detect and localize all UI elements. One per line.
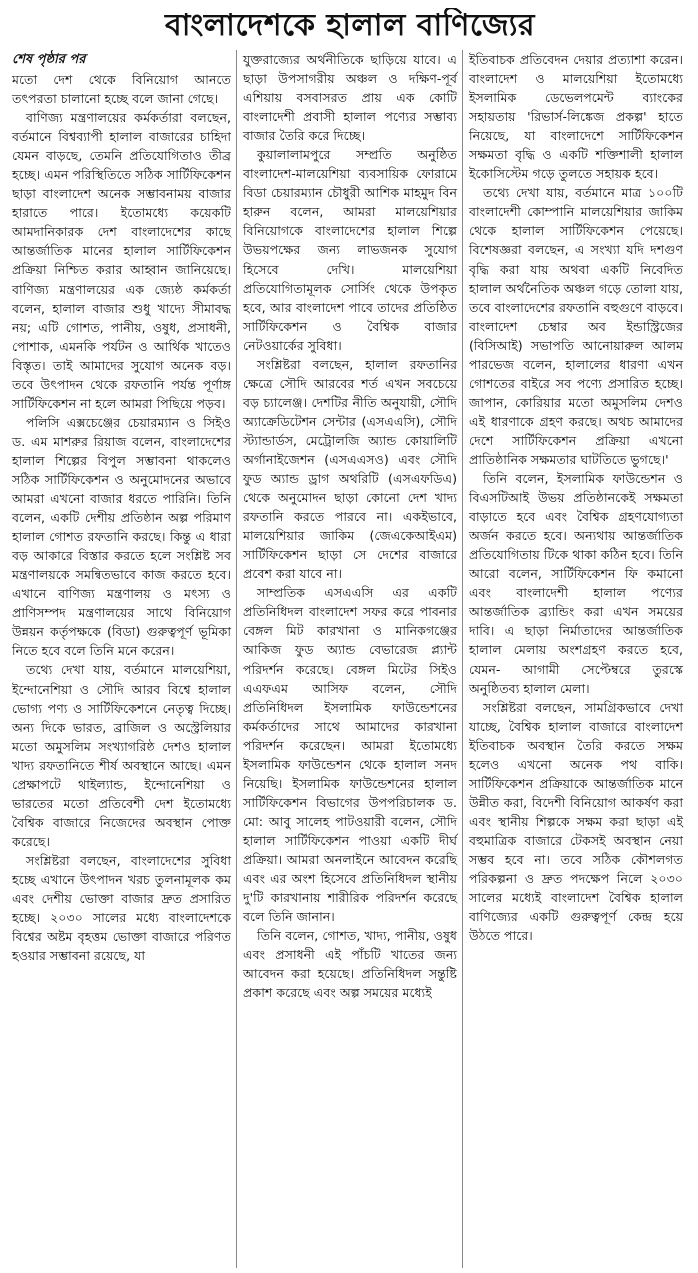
- paragraph: তথ্যে দেখা যায়, বর্তমানে মাত্র ১০০টি বাংলাদেশী কোম্পানি মালয়েশিয়ার জাকিম থেকে হালাল সার্টিফিকেশন পেয়েছে। বিশেষজ্ঞরা বলছেন, এ সংখ্যা যদি দশগুণ বৃদ্ধি করা যায় অথবা একটি নিবেদিত হালাল অর্থনৈতিক অঞ্চল গড়ে তোলা যায়, তবে বাংলাদেশের রফতানি বহুগুণে বাড়বে। বাংলাদেশ চেম্বার অব ইন্ডাস্ট্রিজের (বিসিআই) সভাপতি আনোয়ারুল আলম পারভেজ বলেন, হালালের ধারণা এখন গোশতের বাইরে সব পণ্যে প্রসারিত হচ্ছে। জাপান, কোরিয়ার মতো অমুসলিম দেশও এই ধারণাকে গ্রহণ করছে। অথচ আমাদের দেশে সার্টিফিকেশন প্রক্রিয়া এখনো প্রাতিষ্ঠানিক সক্ষমতার ঘাটতিতে ভুগছে।': [469, 185, 683, 467]
- paragraph: সংশ্লিষ্টরা বলছেন, সামগ্রিকভাবে দেখা যাচ্ছে, বৈশ্বিক হালাল বাজারে বাংলাদেশ ইতিবাচক অবস্থান তৈরি করতে সক্ষম হলেও এখনো অনেক পথ বাকি। সার্টিফিকেশন প্রক্রিয়াকে আন্তর্জাতিক মানে উন্নীত করা, বিদেশী বিনিয়োগ আকর্ষণ করা এবং স্থানীয় শিল্পকে সক্ষম করা ছাড়া এই বহুমাত্রিক বাজারে টেকসই অবস্থান নেয়া সম্ভব হবে না। তবে সঠিক কৌশলগত পরিকল্পনা ও দ্রুত পদক্ষেপ নিলে ২০৩০ সালের মধ্যেই বাংলাদেশ বৈশ্বিক হালাল বাণিজ্যের একটি গুরুত্বপূর্ণ কেন্দ্র হয়ে উঠতে পারে।: [469, 699, 683, 944]
- paragraph: ইতিবাচক প্রতিবেদন দেয়ার প্রত্যাশা করেন। বাংলাদেশ ও মালয়েশিয়া ইতোমধ্যে ইসলামিক ডেভেলপমেন্ট ব্যাংকের সহায়তায় 'রিভার্স-লিঙ্কেজ প্রকল্প' হাতে নিয়েছে, যা বাংলাদেশে সার্টিফিকেশন সক্ষমতা বৃদ্ধি ও একটি শক্তিশালী হালাল ইকোসিস্টেম গড়ে তুলতে সহায়ক হবে।: [469, 52, 683, 182]
- headline: বাংলাদেশকে হালাল বাণিজ্যের: [165, 8, 535, 43]
- column-1: [10, 50, 236, 1268]
- paragraph: তিনি বলেন, গোশত, খাদ্য, পানীয়, ওষুধ এবং প্রসাধনী এই পাঁচটি খাতের জন্য আবেদন করা হয়েছে। প্রতিনিধিদল সন্তুষ্টি প্রকাশ করেছে এবং অল্প সময়ের মধ্যেই: [243, 928, 457, 1001]
- paragraph: সংশ্লিষ্টরা বলছেন, বাংলাদেশের সুবিধা হচ্ছে এখানে উৎপাদন খরচ তুলনামূলক কম এবং দেশীয় ভোক্তা বাজার দ্রুত প্রসারিত হচ্ছে। ২০৩০ সালের মধ্যে বাংলাদেশকে বিশ্বের অষ্টম বৃহত্তম ভোক্তা বাজারে পরিণত হওয়ার সম্ভাবনা রয়েছে, যা: [12, 852, 231, 964]
- paragraph: পলিসি এক্সচেঞ্জের চেয়ারম্যান ও সিইও ড. এম মাশরুর রিয়াজ বলেন, বাংলাদেশের হালাল শিল্পের বিপুল সম্ভাবনা থাকলেও সঠিক সার্টিফিকেশন ও অনুমোদনের অভাবে আমরা এখনো বাজার ধরতে পারিনি। তিনি বলেন, একটি দেশীয় প্রতিষ্ঠান অল্প পরিমাণ হালাল গোশত রফতানি করছে। কিন্তু এ ধারা বড় আকারে বিস্তার করতে হলে সংশ্লিষ্ট সব মন্ত্রণালয়কে সমন্বিতভাবে কাজ করতে হবে। এখানে বাণিজ্য মন্ত্রণালয় ও মৎস্য ও প্রাণিসম্পদ মন্ত্রণালয়ের সাথে বিনিয়োগ উন্নয়ন কর্তৃপক্ষকে (বিডা) গুরুত্বপূর্ণ ভূমিকা নিতে হবে বলে তিনি মনে করেন।: [12, 414, 231, 659]
- paragraph: তথ্যে দেখা যায়, বর্তমানে মালয়েশিয়া, ইন্দোনেশিয়া ও সৌদি আরব বিশ্বে হালাল ভোগ্য পণ্য ও সার্টিফিকেশনে নেতৃত্ব দিচ্ছে। অন্য দিকে ভারত, ব্রাজিল ও অস্ট্রেলিয়ার মতো অমুসলিম সংখ্যাগরিষ্ঠ দেশও হালাল খাদ্য রফতানিতে শীর্ষ অবস্থানে আছে। এমন প্রেক্ষাপটে থাইল্যান্ড, ইন্দোনেশিয়া ও ভারতের মতো প্রতিবেশী দেশ ইতোমধ্যে বৈশ্বিক বাজারে নিজেদের অবস্থান পোক্ত করেছে।: [12, 662, 231, 849]
- paragraph: বাণিজ্য মন্ত্রণালয়ের কর্মকর্তারা বলছেন, বর্তমানে বিশ্বব্যাপী হালাল বাজারের চাহিদা যেমন বাড়ছে, তেমনি প্রতিযোগিতাও তীব্র হচ্ছে। এমন পরিস্থিতিতে সঠিক সার্টিফিকেশন ছাড়া বাংলাদেশ অনেক সম্ভাবনাময় বাজার হারাতে পারে। ইতোমধ্যে কয়েকটি আমদানিকারক দেশ বাংলাদেশের কাছে আন্তর্জাতিক মানের হালাল সার্টিফিকেশন প্রক্রিয়া নিশ্চিত করার আহ্বান জানিয়েছে। বাণিজ্য মন্ত্রণালয়ের এক জ্যেষ্ঠ কর্মকর্তা বলেন, হালাল বাজার শুধু খাদ্যে সীমাবদ্ধ নয়; এটি গোশত, পানীয়, ওষুধ, প্রসাধনী, পোশাক, এমনকি পর্যটন ও আর্থিক খাতেও বিস্তৃত। তাই আমাদের সুযোগ অনেক বড়। তবে উৎপাদন থেকে রফতানি পর্যন্ত পূর্ণাঙ্গ সার্টিফিকেশন না হলে আমরা পিছিয়ে পড়ব।: [12, 110, 231, 411]
- paragraph: কুয়ালালামপুরে সম্প্রতি অনুষ্ঠিত বাংলাদেশ-মালয়েশিয়া ব্যবসায়িক ফোরামে বিডা চেয়ারম্যান চৌধুরী আশিক মাহমুদ বিন হারুন বলেন, আমরা মালয়েশিয়ার বিনিয়োগকে বাংলাদেশের হালাল শিল্পে উভয়পক্ষের জন্য লাভজনক সুযোগ হিসেবে দেখি। মালয়েশিয়া প্রতিযোগিতামূলক সোর্সিং থেকে উপকৃত হবে, আর বাংলাদেশ পাবে তাদের প্রতিষ্ঠিত সার্টিফিকেশন ও বৈশ্বিক বাজার নেটওয়ার্কের সুবিধা।: [243, 147, 457, 353]
- paragraph: সংশ্লিষ্টরা বলছেন, হালাল রফতানির ক্ষেত্রে সৌদি আরবের শর্ত এখন সবচেয়ে বড় চ্যালেঞ্জ। দেশটির নীতি অনুযায়ী, সৌদি অ্যাক্রেডিটেশন সেন্টার (এসএএসি), সৌদি স্ট্যান্ডার্ডস, মেট্রোলজি অ্যান্ড কোয়ালিটি অর্গানাইজেশন (এসএএসও) এবং সৌদি ফুড অ্যান্ড ড্রাগ অথরিটি (এসএফডিএ) থেকে অনুমোদন ছাড়া কোনো দেশ খাদ্য রফতানি করতে পারবে না। একইভাবে, মালয়েশিয়ার জাকিম (জেএকেআইএম) সার্টিফিকেশন ছাড়া সে দেশের বাজারে প্রবেশ করা যাবে না।: [243, 356, 457, 582]
- paragraph: সাম্প্রতিক এসএএসি এর একটি প্রতিনিধিদল বাংলাদেশ সফর করে পাবনার বেঙ্গল মিট কারখানা ও মানিকগঞ্জের আকিজ ফুড অ্যান্ড বেভারেজ প্ল্যান্ট পরিদর্শন করেছে। বেঙ্গল মিটের সিইও এএফএম আসিফ বলেন, সৌদি প্রতিনিধিদল ইসলামিক ফাউন্ডেশনের কর্মকর্তাদের সাথে আমাদের কারখানা পরিদর্শন করেছেন। আমরা ইতোমধ্যে ইসলামিক ফাউন্ডেশন থেকে হালাল সনদ নিয়েছি। ইসলামিক ফাউন্ডেশনের হালাল সার্টিফিকেশন বিভাগের উপপরিচালক ড. মো: আবু সালেহ পাটওয়ারী বলেন, সৌদি হালাল সার্টিফিকেশন পাওয়া একটি দীর্ঘ প্রক্রিয়া। আমরা অনলাইনে আবেদন করেছি এবং এর অংশ হিসেবে প্রতিনিধিদল স্থানীয় দু'টি কারখানায় শারীরিক পরিদর্শন করেছে বলে তিনি জানান।: [243, 585, 457, 925]
- paragraph: যুক্তরাজ্যের অর্থনীতিকে ছাড়িয়ে যাবে। এ ছাড়া উপসাগরীয় অঞ্চল ও দক্ষিণ-পূর্ব এশিয়ায় বসবাসরত প্রায় এক কোটি বাংলাদেশী প্রবাসী হালাল পণ্যের সম্ভাব্য বাজার তৈরি করে দিচ্ছে।: [243, 52, 457, 144]
- paragraph: মতো দেশ থেকে বিনিয়োগ আনতে তৎপরতা চালানো হচ্ছে বলে জানা গেছে।: [12, 72, 231, 107]
- paragraph: তিনি বলেন, ইসলামিক ফাউন্ডেশন ও বিএসটিআই উভয় প্রতিষ্ঠানকেই সক্ষমতা বাড়াতে হবে এবং বৈশ্বিক গ্রহণযোগ্যতা অর্জন করতে হবে। অন্যথায় আন্তর্জাতিক প্রতিযোগিতায় টিকে থাকা কঠিন হবে। তিনি আরো বলেন, সার্টিফিকেশন ফি কমানো এবং বাংলাদেশী হালাল পণ্যের আন্তর্জাতিক ব্র্যান্ডিং করা এখন সময়ের দাবি। এ ছাড়া নির্মাতাদের আন্তর্জাতিক হালাল মেলায় অংশগ্রহণ করতে হবে, যেমন- আগামী সেপ্টেম্বরে তুরস্কে অনুষ্ঠিতব্য হালাল মেলা।: [469, 471, 683, 696]
- continued-from-label: শেষ পৃষ্ঠার পর: [12, 52, 86, 67]
- column-2: [236, 50, 462, 1268]
- article-columns: [10, 50, 690, 1268]
- column-3: [462, 50, 688, 1268]
